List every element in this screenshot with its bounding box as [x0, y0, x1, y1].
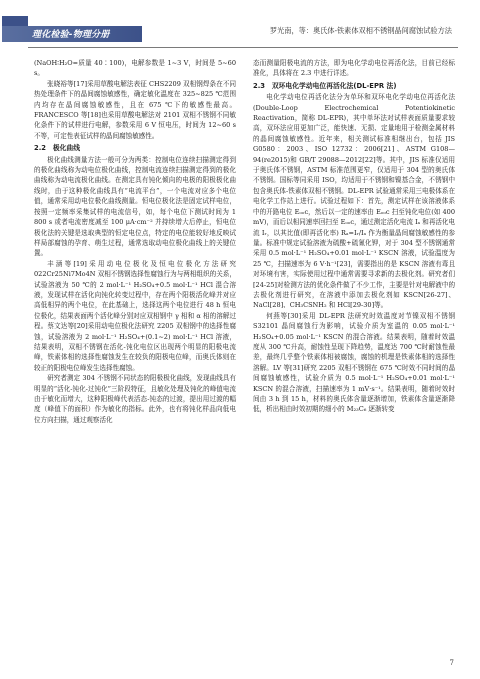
paragraph: 何燕等[30]采用 DL-EPR 法研究时效温度对节镍双相不锈钢 S32101 晶间腐蚀行为影响，试验介质为室温的 0.05 mol·L⁻¹ H₂SO₄+0.05 mol·L⁻¹ KSCN 的混合溶液。结果表明，随着时效温度从 300 ℃升高，耐蚀性呈现下降趋势，温度达 700 ℃时耐蚀性最差，最终几乎整个铁素体相被腐蚀，腐蚀的机理是铁素体相的选择性溶解。LV 等[31]研究 2205 双相不锈钢在 675 ℃时效不同时间的晶间腐蚀敏感性，试验介质为 0.5 mol·L⁻¹ H₂SO₄+0.01 mol·L⁻¹ KSCN 的混合溶液，扫描速率为 1 mV·s⁻¹。结果表明，随着时效时间由 3 h 到 15 h，材料的奥氏体含量逐渐增加，铁素体含量逐渐降低，析出相由时效初期的细小的 M₂₃C₆ 逐渐转变 — [253, 311, 455, 414]
paragraph: 研究者测定 304 不锈钢不同状态的阳极极化曲线，发现曲线具有明显的“活化-钝化-过钝化”三阶段特征，且敏化处理及钝化的峰值电流由于敏化而增大，这种阳极峰代表活态-钝态的过渡，提出用过渡的幅度（峰值下的面积）作为敏化的指标。此外，也有将钝化样品向低电位方向扫描，通过观察活化 — [34, 374, 236, 424]
right-column — [253, 58, 455, 415]
paragraph: 丰涵等[19]采用动电位极化及恒电位极化方法研究 022Cr25Ni7Mo4N 双相不锈钢选择性腐蚀行为与两相组织的关系，试验溶液为 50 ℃的 2 mol·L⁻¹ H₂SO₄+0.5 mol·L⁻¹ HCl 混合溶液，发现试样在活化向钝化转变过程中，存在两个阳极活化峰并对应高低相异的两个电位，在此基础上，选择这两个电位进行 48 h 恒电位极化，结果表面两个活化峰分别对应双相钢中 γ 相和 α 相的溶解过程。蔡文达等[20]采用动电位极化法研究 2205 双相钢中的选择性腐蚀，试验溶液为 2 mol·L⁻¹ H₂SO₄+(0.1~2) mol·L⁻¹ HCl 溶液，结果表明，双相不锈钢在活化-钝化电位区出现两个明显的阳极电流峰，铁素体相的选择性腐蚀发生在较负的阳极电位峰，而奥氏体则在较正的阳极电位峰发生选择性腐蚀。 — [34, 259, 236, 372]
section-heading: 2.2 极化曲线 — [34, 144, 81, 153]
left-column — [34, 58, 236, 425]
paragraph: 极化曲线测量方法一般可分为两类：控制电位连续扫描测定得到的极化曲线称为动电位极化曲线，控制电流连续扫描测定得到的极化曲线称为动电流极化曲线。在测定具有钝化倾向的电极的阳极极化曲线时，由于这种极化曲线具有“电流平台”，一个电流对应多个电位值，通常采用动电位极化曲线测量。恒电位极化法是固定试样电位，按照一定频率采集试样的电流信号，如，每个电位下测试时间为 1 800 s 或者电流密度减至 100 μA·cm⁻² 并持续增大后停止，恒电位极化法的关键是选取典型的恒定电位点，特定的电位能较好地反映试样局部腐蚀的孕育、萌生过程，通常选取动电位极化曲线上的关键位置。 — [34, 155, 236, 258]
header-rule — [28, 47, 458, 48]
running-title: 罗光南，等：奥氏体-铁素体双相不锈钢晶间腐蚀试验方法 — [269, 26, 452, 35]
section-heading: 2.3 双环电化学动电位再活化法(DL-EPR 法) — [253, 81, 397, 90]
journal-logo-text: 理化检验-物理分册 — [32, 30, 110, 40]
paragraph: 电化学动电位再活化法分为单环和双环电化学动电位再活化法(Double-Loop Electrochemical Potentiokinetic Reactivation，简称 DL-EPR)，其中单环法对试样表面质量要求较高，双环法应用更加广泛，能快速、无损、定量地用于检测金属材料的晶间腐蚀敏感性。近年来，相关测试标准相继出台，包括 JIS G0580：2003、ISO 12732：2006[21]、ASTM G108—94(re2015)和 GB/T 29088—2012[22]等。其中，JIS 标准仅适用于奥氏体不锈钢，ASTM 标准范围更窄，仅适用于 304 型的奥氏体不锈钢。国标等同采用 ISO，均适用于不锈钢和镍基合金，不锈钢中包含奥氏体-铁素体双相不锈钢。DL-EPR 试验通常采用三电极体系在电化学工作站上进行。试验过程如下：首先，测定试样在该溶液体系中的开路电位 Eₒₒᴄ，然后以一定的速率由 Eₒₒᴄ 扫至钝化电位(如 400 mV)，而后以相同速率回扫至 Eₒₒᴄ，通过测定活化电流 Iₐ 和再活化电流 Iᵣ，以其比值(即再活化率) Rₐ=Iᵣ/Iₐ 作为衡量晶间腐蚀敏感性的参量。标准中规定试验溶液为硫酸+硫氰化钾，对于 304 型不锈钢通常采用 0.5 mol·L⁻¹ H₂SO₄+0.01 mol·L⁻¹ KSCN 溶液，试验温度为 25 ℃，扫描速率为 6 V·h⁻¹[23]，需要指出的是 KSCN 溶液有毒且对环境有害，实际使用过程中通常需要寻求新的去极化剂。研究者们[24-25]对检测方法的优化条件做了不少工作，主要是针对电解液中的去极化剂进行研究，在溶液中添加去极化剂如 KSCN[26-27]、NaCl[28]、CH₃CSNH₂ 和 HCl[29-30]等。 — [253, 93, 456, 310]
paragraph: (NaOH∶H₂O=质量 40∶100)，电解参数是 1~3 V，时间是 5~60 s。 — [34, 59, 236, 78]
journal-logo — [2, 10, 152, 48]
paragraph: 态而测量阳极电流的方法，即为电化学动电位再活化法，目前已经标准化，具体将在 2.3 中进行详述。 — [253, 59, 455, 78]
paragraph: 张晓裕等[17]采用草酸电解法表征 CHS2209 双相钢焊条在不同热处理条件下的晶间腐蚀敏感性，确定敏化温度在 325~825 ℃范围内均存在晶间腐蚀敏感性，且在 675 ℃下的敏感性最高。FRANCESCO 等[18]也采用草酸电解法对 2101 双相不锈钢不同敏化条件下的试样进行电解，参数采用 6 V 恒电压，时间为 12~60 s 不等，可定性表征试样的晶间腐蚀敏感性。 — [34, 79, 236, 140]
page-number: 7 — [449, 659, 454, 667]
